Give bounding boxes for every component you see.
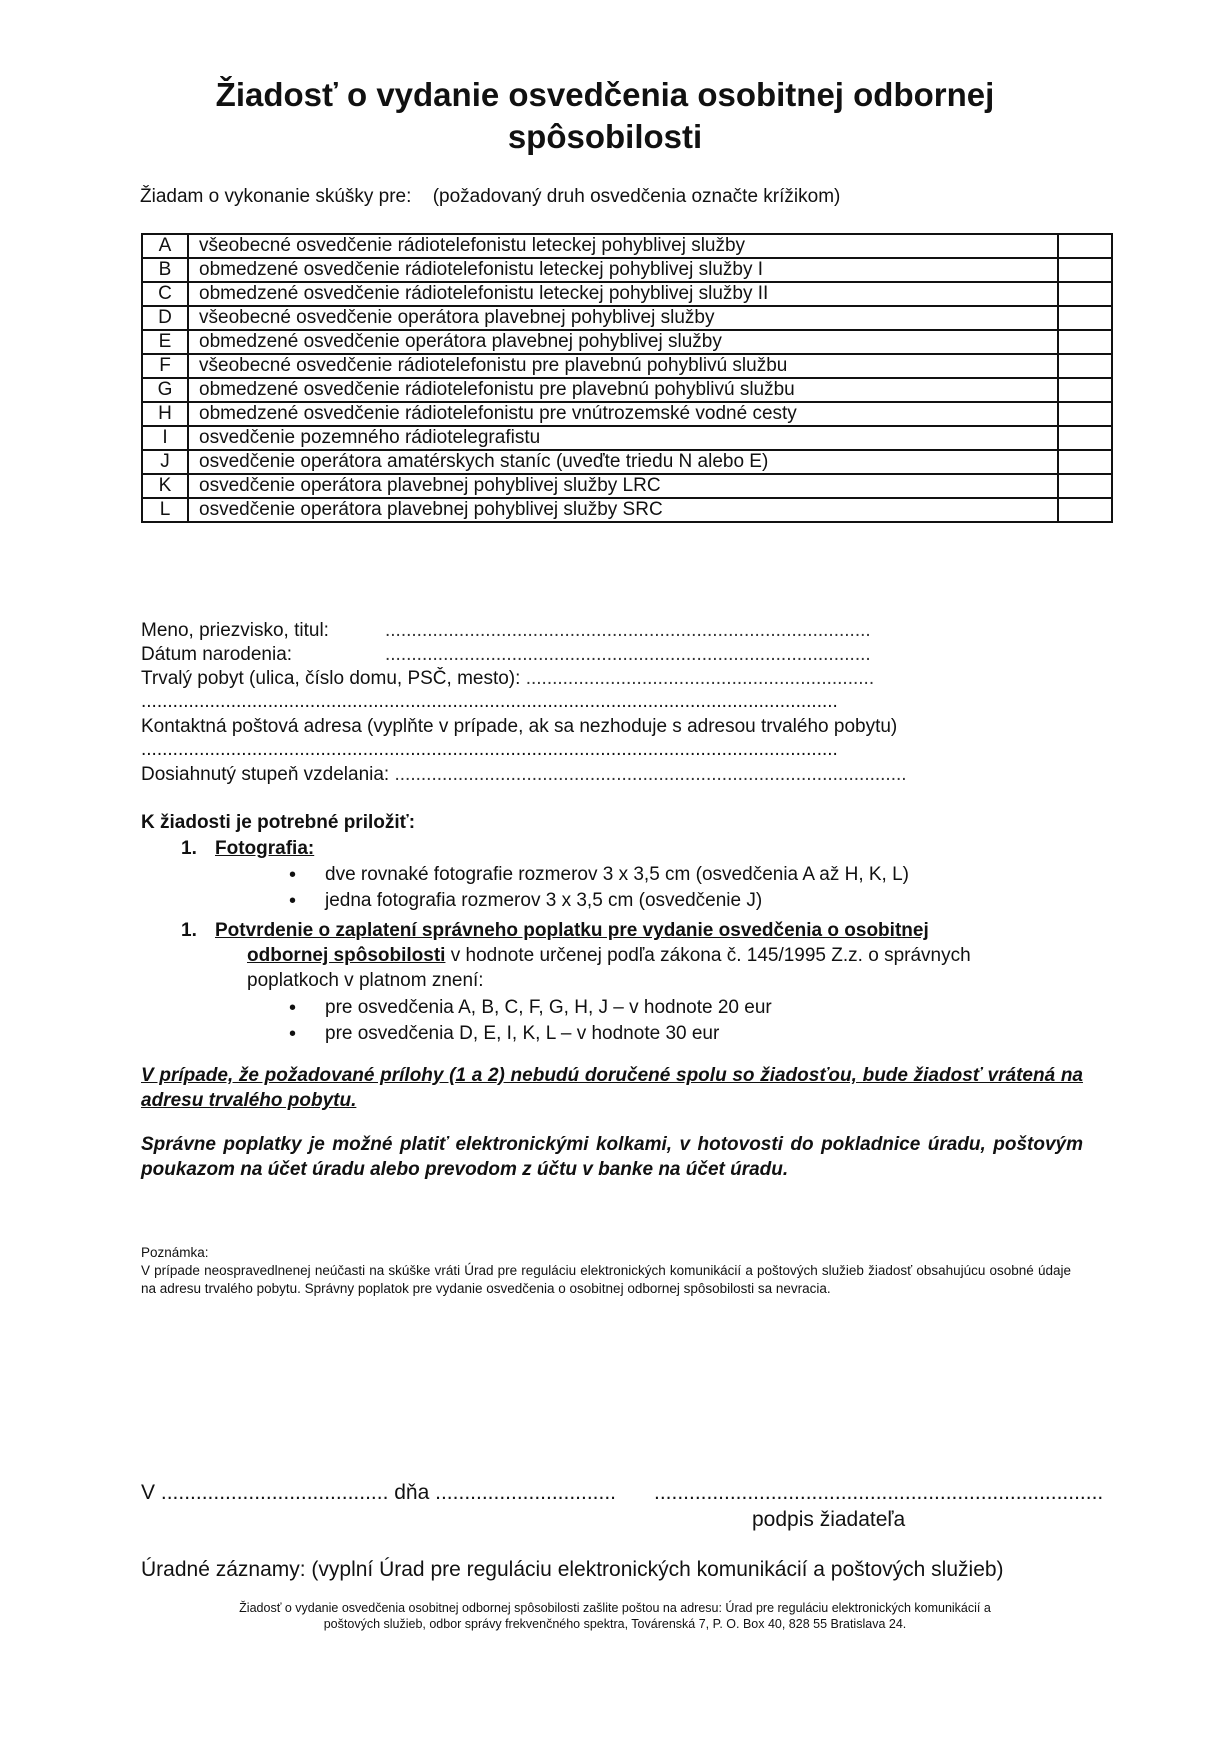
date-field[interactable]: ............................... bbox=[435, 1481, 617, 1504]
certificate-code: J bbox=[142, 450, 188, 474]
certificate-checkbox[interactable] bbox=[1058, 378, 1112, 402]
certificate-checkbox[interactable] bbox=[1058, 498, 1112, 522]
signature-caption: podpis žiadateľa bbox=[752, 1508, 906, 1531]
certificate-row bbox=[142, 474, 1112, 498]
certificate-label: obmedzené osvedčenie operátora plavebnej pohyblivej služby bbox=[188, 330, 1058, 354]
certificate-checkbox[interactable] bbox=[1058, 474, 1112, 498]
attachment-fee-continuation bbox=[247, 943, 1091, 993]
birth-date-field[interactable]: ............................................................................................ bbox=[385, 644, 871, 665]
official-records: Úradné záznamy: (vyplní Úrad pre reguláciu elektronických komunikácií a poštových služieb) bbox=[141, 1558, 1004, 1581]
certificate-code: E bbox=[142, 330, 188, 354]
certificate-label: obmedzené osvedčenie rádiotelefonistu pre vnútrozemské vodné cesty bbox=[188, 402, 1058, 426]
certificate-code: I bbox=[142, 426, 188, 450]
certificate-checkbox[interactable] bbox=[1058, 306, 1112, 330]
certificate-checkbox[interactable] bbox=[1058, 234, 1112, 258]
certificate-code: A bbox=[142, 234, 188, 258]
certificate-label: všeobecné osvedčenie rádiotelefonistu pre plavebnú pohyblivú službu bbox=[188, 354, 1058, 378]
attachment-fee-receipt bbox=[181, 918, 1091, 993]
attachments-section bbox=[141, 812, 1091, 1047]
certificate-code: B bbox=[142, 258, 188, 282]
title-line-1: Žiadosť o vydanie osvedčenia osobitnej odbornej bbox=[215, 76, 995, 113]
certificate-checkbox[interactable] bbox=[1058, 402, 1112, 426]
certificate-code: D bbox=[142, 306, 188, 330]
place-field[interactable]: ....................................... bbox=[160, 1481, 389, 1504]
signature-field[interactable]: ............................................................................. bbox=[654, 1481, 1104, 1504]
certificate-label: osvedčenie operátora amatérskych staníc (uveďte triedu N alebo E) bbox=[188, 450, 1058, 474]
certificate-checkbox[interactable] bbox=[1058, 354, 1112, 378]
footer-instructions bbox=[150, 1600, 1080, 1632]
certificate-row bbox=[142, 354, 1112, 378]
certificate-label: obmedzené osvedčenie rádiotelefonistu leteckej pohyblivej služby II bbox=[188, 282, 1058, 306]
education-field[interactable]: ................................................................................................. bbox=[394, 764, 907, 785]
certificate-checkbox[interactable] bbox=[1058, 258, 1112, 282]
contact-address-field[interactable]: .................................................................................................................................... bbox=[141, 739, 838, 760]
residence-field[interactable]: .................................................................. bbox=[525, 668, 875, 689]
certificate-row bbox=[142, 306, 1112, 330]
certificate-label: osvedčenie pozemného rádiotelegrafistu bbox=[188, 426, 1058, 450]
document-title bbox=[140, 74, 1070, 158]
certificate-label: všeobecné osvedčenie operátora plavebnej pohyblivej služby bbox=[188, 306, 1058, 330]
certificate-code: G bbox=[142, 378, 188, 402]
name-row bbox=[141, 619, 1021, 643]
intro-text: Žiadam o vykonanie skúšky pre: bbox=[140, 186, 412, 207]
certificate-row bbox=[142, 234, 1112, 258]
attachment-fee-label-a: Potvrdenie o zaplatení správneho poplatku pre vydanie osvedčenia o osobitnej bbox=[215, 920, 929, 941]
certificate-row bbox=[142, 258, 1112, 282]
residence-label: Trvalý pobyt (ulica, číslo domu, PSČ, mesto): bbox=[141, 668, 521, 689]
place-label: V bbox=[141, 1481, 156, 1504]
education-label: Dosiahnutý stupeň vzdelania: bbox=[141, 764, 390, 785]
certificate-label: všeobecné osvedčenie rádiotelefonistu leteckej pohyblivej služby bbox=[188, 234, 1058, 258]
footer-line-2: poštových služieb, odbor správy frekvenčného spektra, Továrenská 7, P. O. Box 40, 828 55 Bratislava 24. bbox=[323, 1617, 907, 1631]
certificate-checkbox[interactable] bbox=[1058, 282, 1112, 306]
certificate-row bbox=[142, 426, 1112, 450]
footer-line-1: Žiadosť o vydanie osvedčenia osobitnej odbornej spôsobilosti zašlite poštou na adresu: Úrad pre reguláciu elektronických komunikácií a bbox=[239, 1601, 991, 1615]
certificate-label: obmedzené osvedčenie rádiotelefonistu pre plavebnú pohyblivú službu bbox=[188, 378, 1058, 402]
name-field[interactable]: ............................................................................................ bbox=[385, 620, 871, 641]
remark-section bbox=[141, 1244, 1071, 1298]
intro-line bbox=[140, 186, 840, 208]
birth-label: Dátum narodenia: bbox=[141, 644, 293, 665]
certificate-checkbox[interactable] bbox=[1058, 426, 1112, 450]
name-label: Meno, priezvisko, titul: bbox=[141, 620, 329, 641]
attachment-photo-label: Fotografia: bbox=[215, 838, 315, 859]
intro-hint: (požadovaný druh osvedčenia označte krížikom) bbox=[432, 186, 841, 207]
attachment-fee-label-b: odbornej spôsobilosti bbox=[247, 945, 446, 966]
applicant-details bbox=[141, 619, 1021, 787]
signature-row bbox=[141, 1478, 1104, 1508]
fee-bullet-2: • pre osvedčenia D, E, I, K, L – v hodnote 30 eur bbox=[289, 1021, 1091, 1047]
certificate-code: F bbox=[142, 354, 188, 378]
fee-bullets bbox=[289, 995, 1091, 1047]
residence-field-line-2[interactable]: .................................................................................................................................... bbox=[141, 691, 838, 712]
attachment-photo bbox=[181, 838, 1091, 860]
certificate-row bbox=[142, 282, 1112, 306]
education-row bbox=[141, 763, 1021, 787]
contact-address-label: Kontaktná poštová adresa (vyplňte v prípade, ak sa nezhoduje s adresou trvalého pobytu) bbox=[141, 716, 898, 737]
attachment-photo-number: 1. bbox=[181, 838, 197, 859]
certificate-checkbox[interactable] bbox=[1058, 330, 1112, 354]
photo-bullet-1: • dve rovnaké fotografie rozmerov 3 x 3,5 cm (osvedčenia A až H, K, L) bbox=[289, 862, 1091, 888]
attachment-fee-text-b: poplatkoch v platnom znení: bbox=[247, 970, 484, 991]
certificate-row bbox=[142, 330, 1112, 354]
certificate-code: C bbox=[142, 282, 188, 306]
certificate-row bbox=[142, 378, 1112, 402]
photo-bullets bbox=[289, 862, 1091, 914]
remark-heading: Poznámka: bbox=[141, 1245, 209, 1260]
certificate-code: H bbox=[142, 402, 188, 426]
remark-text: V prípade neospravedlnenej neúčasti na skúške vráti Úrad pre reguláciu elektronických komunikácií a poštových služieb žiadosť obsahujúcu osobné údaje na adresu trvalého pobytu. Správny poplatok pre vydanie osvedčenia o osobitnej odbornej spôsobilosti sa nevracia. bbox=[141, 1263, 1071, 1296]
certificate-row bbox=[142, 450, 1112, 474]
certificate-code: K bbox=[142, 474, 188, 498]
photo-bullet-2: • jedna fotografia rozmerov 3 x 3,5 cm (osvedčenie J) bbox=[289, 888, 1091, 914]
fee-payment-note: Správne poplatky je možné platiť elektronickými kolkami, v hotovosti do pokladnice úradu, poštovým poukazom na účet úradu alebo prevodom z účtu v banke na účet úradu. bbox=[141, 1134, 1083, 1180]
certificate-checkbox[interactable] bbox=[1058, 450, 1112, 474]
attachment-fee-text-a: v hodnote určenej podľa zákona č. 145/1995 Z.z. o správnych bbox=[445, 945, 971, 966]
certificate-label: osvedčenie operátora plavebnej pohyblivej služby SRC bbox=[188, 498, 1058, 522]
certificate-type-table bbox=[141, 233, 1113, 523]
residence-row bbox=[141, 667, 1021, 691]
missing-attachments-warning: V prípade, že požadované prílohy (1 a 2) nebudú doručené spolu so žiadosťou, bude žiadosť vrátená na adresu trvalého pobytu. bbox=[141, 1065, 1083, 1111]
certificate-label: obmedzené osvedčenie rádiotelefonistu leteckej pohyblivej služby I bbox=[188, 258, 1058, 282]
certificate-row bbox=[142, 402, 1112, 426]
date-label: dňa bbox=[394, 1481, 430, 1504]
attachments-heading: K žiadosti je potrebné priložiť: bbox=[141, 812, 416, 833]
fee-bullet-1: • pre osvedčenia A, B, C, F, G, H, J – v hodnote 20 eur bbox=[289, 995, 1091, 1021]
certificate-row bbox=[142, 498, 1112, 522]
title-line-2: spôsobilosti bbox=[507, 118, 703, 155]
birth-row bbox=[141, 643, 1021, 667]
certificate-label: osvedčenie operátora plavebnej pohyblivej služby LRC bbox=[188, 474, 1058, 498]
attachment-fee-number: 1. bbox=[181, 920, 197, 941]
certificate-code: L bbox=[142, 498, 188, 522]
